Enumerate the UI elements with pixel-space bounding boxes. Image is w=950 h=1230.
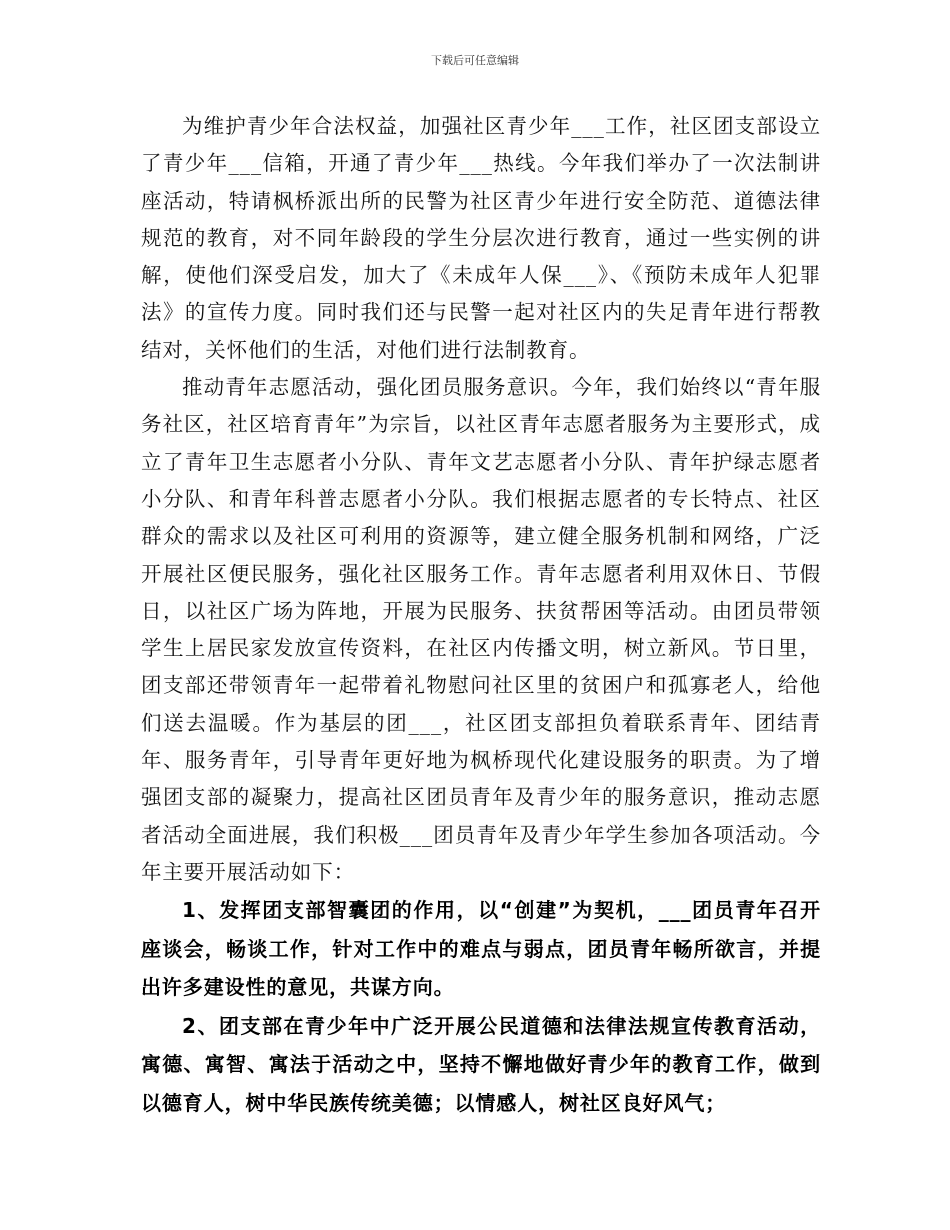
page-header: 下载后可任意编辑 (431, 54, 519, 67)
paragraph-volunteer-activities: 推动青年志愿活动，强化团员服务意识。今年，我们始终以“青年服务社区，社区培育青年”为宗旨，以社区青年志愿者服务为主要形式，成立了青年卫生志愿者小分队、青年文艺志愿者小分队、青年护绿志愿者小分队、和青年科普志愿者小分队。我们根据志愿者的专长特点、社区群众的需求以及社区可利用的资源等，建立健全服务机制和网络，广泛开展社区便民服务，强化社区服务工作。青年志愿者利用双休日、节假日，以社区广场为阵地，开展为民服务、扶贫帮困等活动。由团员带领学生上居民家发放宣传资料，在社区内传播文明，树立新风。节日里，团支部还带领青年一起带着礼物慰问社区里的贫困户和孤寡老人，给他们送去温暖。作为基层的团___，社区团支部担负着联系青年、团结青年、服务青年，引导青年更好地为枫桥现代化建设服务的职责。为了增强团支部的凝聚力，提高社区团员青年及青少年的服务意识，推动志愿者活动全面进展，我们积极___团员青年及青少年学生参加各项活动。今年主要开展活动如下： (141, 375, 821, 884)
paragraph-youth-rights: 为维护青少年合法权益，加强社区青少年___工作，社区团支部设立了青少年___信箱，开通了青少年___热线。今年我们举办了一次法制讲座活动，特请枫桥派出所的民警为社区青少年进行安全防范、道德法律规范的教育，对不同年龄段的学生分层次进行教育，通过一些实例的讲解，使他们深受启发，加大了《未成年人保___》、《预防未成年人犯罪法》的宣传力度。同时我们还与民警一起对社区内的失足青年进行帮教结对，关怀他们的生活，对他们进行法制教育。 (141, 114, 821, 362)
document-body (141, 108, 821, 1122)
list-item-think-tank: 1、发挥团支部智囊团的作用，以“创建”为契机，___团员青年召开座谈会，畅谈工作，针对工作中的难点与弱点，团员青年畅所欲言，并提出许多建设性的意见，共谋方向。 (141, 898, 821, 1000)
list-item-moral-education: 2、团支部在青少年中广泛开展公民道德和法律法规宣传教育活动，寓德、寓智、寓法于活动之中，坚持不懈地做好青少年的教育工作，做到以德育人，树中华民族传统美德；以情感人，树社区良好风气； (141, 1013, 821, 1115)
